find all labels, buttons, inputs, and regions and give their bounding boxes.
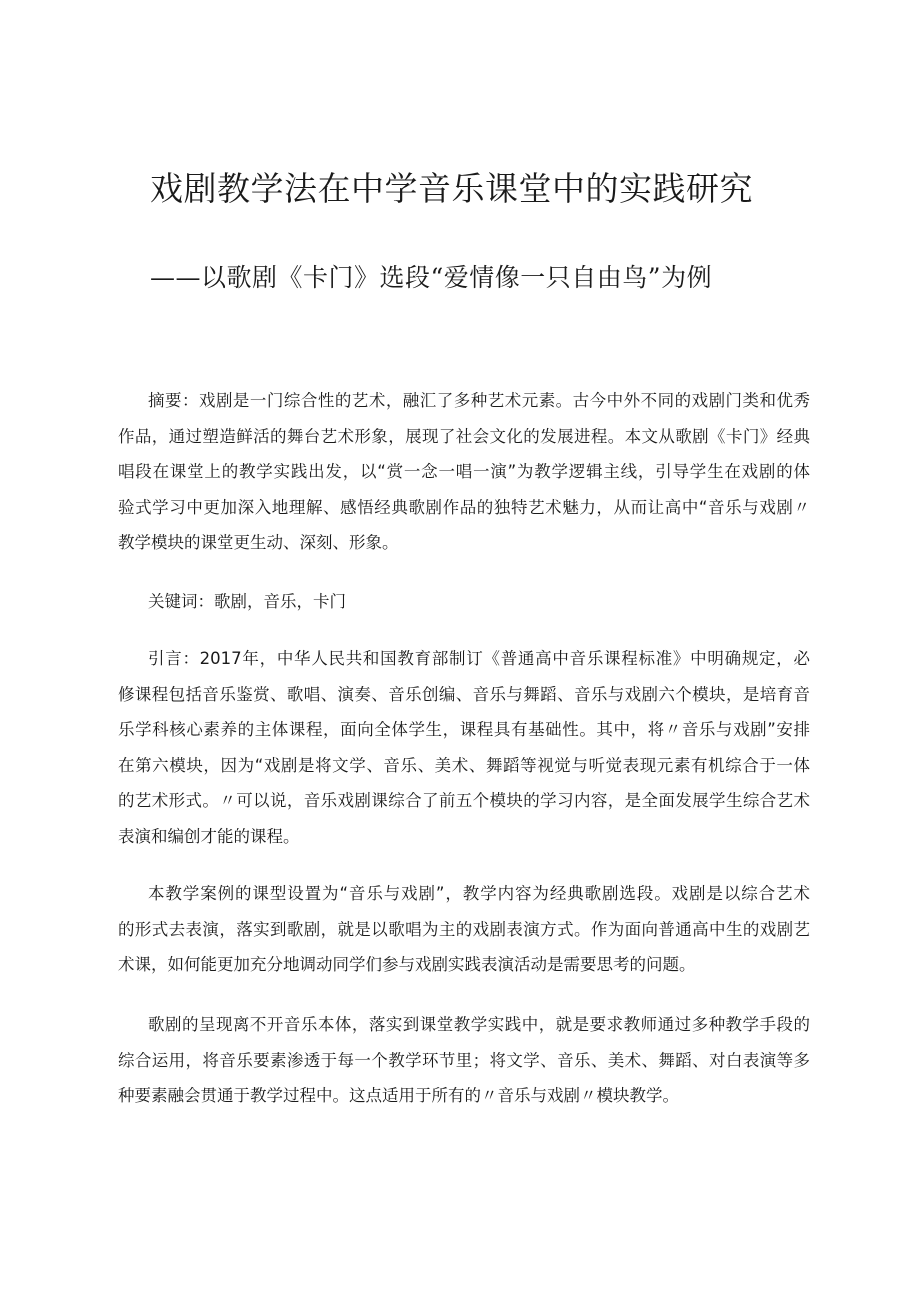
paragraph-line: 本教学案例的课型设置为“音乐与戏剧”，教学内容为经典歌剧选段。戏剧是以综合艺术 xyxy=(148,884,810,903)
paragraph-line: 歌剧的呈现离不开音乐本体，落实到课堂教学实践中，就是要求教师通过多种教学手段的 xyxy=(148,1015,810,1034)
paragraph-line: 术课，如何能更加充分地调动同学们参与戏剧实践表演活动是需要思考的问题。 xyxy=(118,955,696,974)
paragraph-line: 综合运用，将音乐要素渗透于每一个教学环节里；将文学、音乐、美术、舞蹈、对白表演等多 xyxy=(118,1050,810,1070)
abstract-line: 验式学习中更加深入地理解、感悟经典歌剧作品的独特艺术魅力，从而让高中“音乐与戏剧〃 xyxy=(118,497,810,517)
paragraph-line: 种要素融会贯通于教学过程中。这点适用于所有的〃音乐与戏剧〃模块教学。 xyxy=(118,1086,679,1105)
abstract-line: 摘要：戏剧是一门综合性的艺术，融汇了多种艺术元素。古今中外不同的戏剧门类和优秀 xyxy=(148,391,810,410)
body-paragraph-3 xyxy=(118,1007,810,1114)
introduction-line: 表演和编创才能的课程。 xyxy=(118,826,300,846)
abstract-line: 教学模块的课堂更生动、深刻、形象。 xyxy=(118,533,399,552)
introduction-paragraph xyxy=(118,641,810,854)
introduction-line: 引言：2017年，中华人民共和国教育部制订《普通高中音乐课程标准》中明确规定，必 xyxy=(148,649,810,668)
keywords-paragraph xyxy=(118,584,810,620)
introduction-line: 修课程包括音乐鉴赏、歌唱、演奏、音乐创编、音乐与舞蹈、音乐与戏剧六个模块，是培育音 xyxy=(118,684,810,704)
introduction-line: 的艺术形式。〃可以说，音乐戏剧课综合了前五个模块的学习内容，是全面发展学生综合艺术 xyxy=(118,791,810,810)
body-paragraph-2 xyxy=(118,876,810,983)
introduction-line: 在第六模块，因为“戏剧是将文学、音乐、美术、舞蹈等视觉与听觉表现元素有机综合于一体 xyxy=(118,755,810,775)
abstract-line: 唱段在课堂上的教学实践出发，以“赏一念一唱一演”为教学逻辑主线，引导学生在戏剧的体 xyxy=(118,462,810,481)
abstract-line: 作品，通过塑造鲜活的舞台艺术形象，展现了社会文化的发展进程。本文从歌剧《卡门》经典 xyxy=(118,426,810,446)
introduction-line: 乐学科核心素养的主体课程，面向全体学生，课程具有基础性。其中，将〃音乐与戏剧”安排 xyxy=(118,720,810,739)
document-subtitle: ——以歌剧《卡门》选段“爱情像一只自由鸟”为例 xyxy=(150,263,713,292)
keywords-line: 关键词：歌剧，音乐，卡门 xyxy=(148,592,346,611)
document-title: 戏剧教学法在中学音乐课堂中的实践研究 xyxy=(150,169,753,208)
abstract-paragraph xyxy=(118,383,810,561)
paragraph-line: 的形式去表演，落实到歌剧，就是以歌唱为主的戏剧表演方式。作为面向普通高中生的戏剧艺 xyxy=(118,919,810,939)
